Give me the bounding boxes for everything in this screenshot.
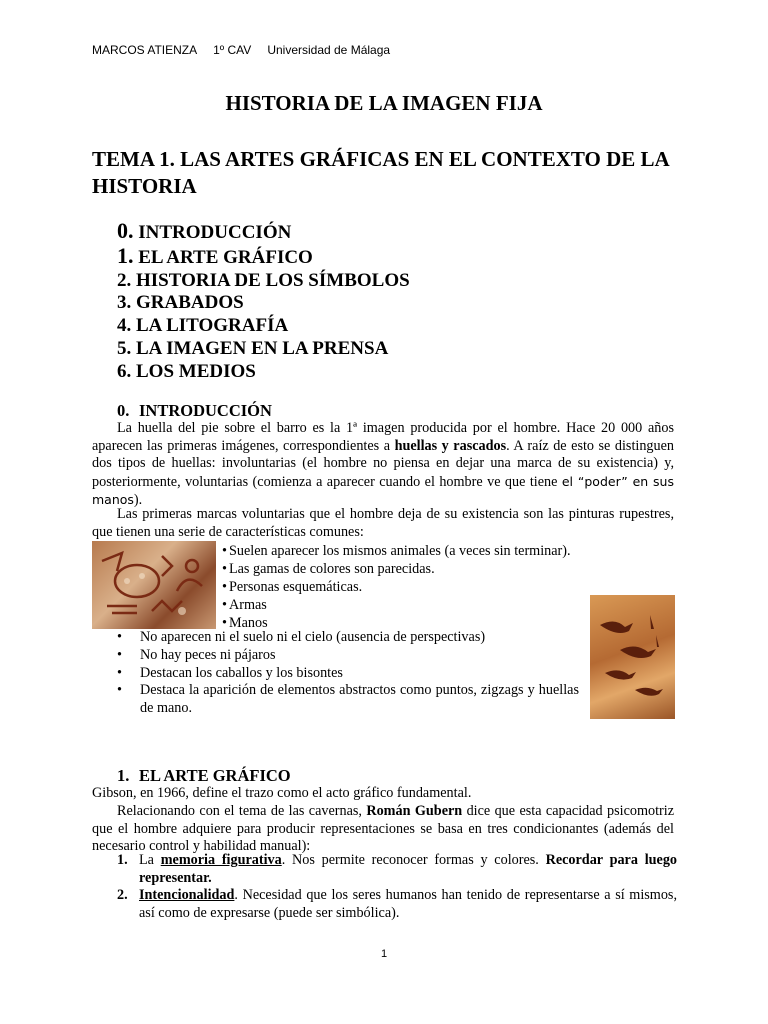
intro-heading: 0. INTRODUCCIÓN <box>117 401 272 420</box>
rock-art-image <box>92 541 216 629</box>
intro-paragraph-1: La huella del pie sobre el barro es la 1ª imagen producida por el hombre. Hace 20 000 años aparecen las primeras imágenes, correspondientes a huellas y rascados. A raíz de esto se distinguen dos tipos de huellas: involuntarias (el hombre no piensa en dejar una marca de su existencia) y, posteriormente, voluntarias (comienza a aparecer cuando el hombre ve que tiene el “poder” en sus manos). <box>92 420 675 509</box>
arte-paragraph-2: Relacionando con el tema de las cavernas, Román Gubern dice que esta capacidad psicomotriz que el hombre adquiere para producir representaciones se basa en tres condicionantes (además del necesario control y habilidad manual): <box>92 803 674 855</box>
conditions-list <box>117 852 677 922</box>
header-author: MARCOS ATIENZA <box>92 43 198 57</box>
list-item: • Destaca la aparición de elementos abstractos como puntos, zigzags y huellas de mano. <box>117 682 579 718</box>
document-title: HISTORIA DE LA IMAGEN FIJA <box>225 91 543 115</box>
toc-item: 6. LOS MEDIOS <box>117 360 256 382</box>
arte-paragraph-1: Gibson, en 1966, define el trazo como el acto gráfico fundamental. <box>92 785 472 801</box>
list-item: • Las gamas de colores son parecidas. <box>222 560 571 578</box>
arte-heading: 1. EL ARTE GRÁFICO <box>117 766 291 785</box>
page-number: 1 <box>380 948 388 960</box>
toc-item: 4. LA LITOGRAFÍA <box>117 315 289 337</box>
intro-paragraph-2: Las primeras marcas voluntarias que el hombre deja de su existencia son las pinturas rupestres, que tienen una serie de características comunes: <box>92 506 674 540</box>
toc-item: 2. HISTORIA DE LOS SÍMBOLOS <box>117 269 410 291</box>
header-university: Universidad de Málaga <box>267 43 391 57</box>
list-item: • No aparecen ni el suelo ni el cielo (ausencia de perspectivas) <box>117 629 579 647</box>
toc-item: 3. GRABADOS <box>117 292 244 314</box>
list-item: • No hay peces ni pájaros <box>117 647 579 665</box>
list-item: • Destacan los caballos y los bisontes <box>117 665 579 683</box>
features-list <box>117 629 579 718</box>
list-item: • Manos <box>222 614 571 632</box>
list-item: • Personas esquemáticas. <box>222 578 571 596</box>
list-item: • Suelen aparecer los mismos animales (a veces sin terminar). <box>222 542 571 560</box>
tema-title: TEMA 1. LAS ARTES GRÁFICAS EN EL CONTEXTO DE LA HISTORIA <box>92 147 669 198</box>
list-item: • Armas <box>222 596 571 614</box>
list-item: 2. Intencionalidad. Necesidad que los seres humanos han tenido de representarse a sí mismos, así como de expresarse (puede ser simbólica). <box>117 887 677 921</box>
characteristics-list <box>222 542 571 632</box>
toc-item: 0. INTRODUCCIÓN <box>117 218 292 243</box>
cave-painting-image <box>590 595 675 719</box>
table-of-contents <box>117 220 410 384</box>
toc-item: 1. EL ARTE GRÁFICO <box>117 242 313 268</box>
list-item: 1. La memoria figurativa. Nos permite reconocer formas y colores. Recordar para luego representar. <box>117 852 678 886</box>
page-header <box>92 43 406 57</box>
header-course: 1º CAV <box>213 43 252 57</box>
toc-item: 5. LA IMAGEN EN LA PRENSA <box>117 337 389 359</box>
